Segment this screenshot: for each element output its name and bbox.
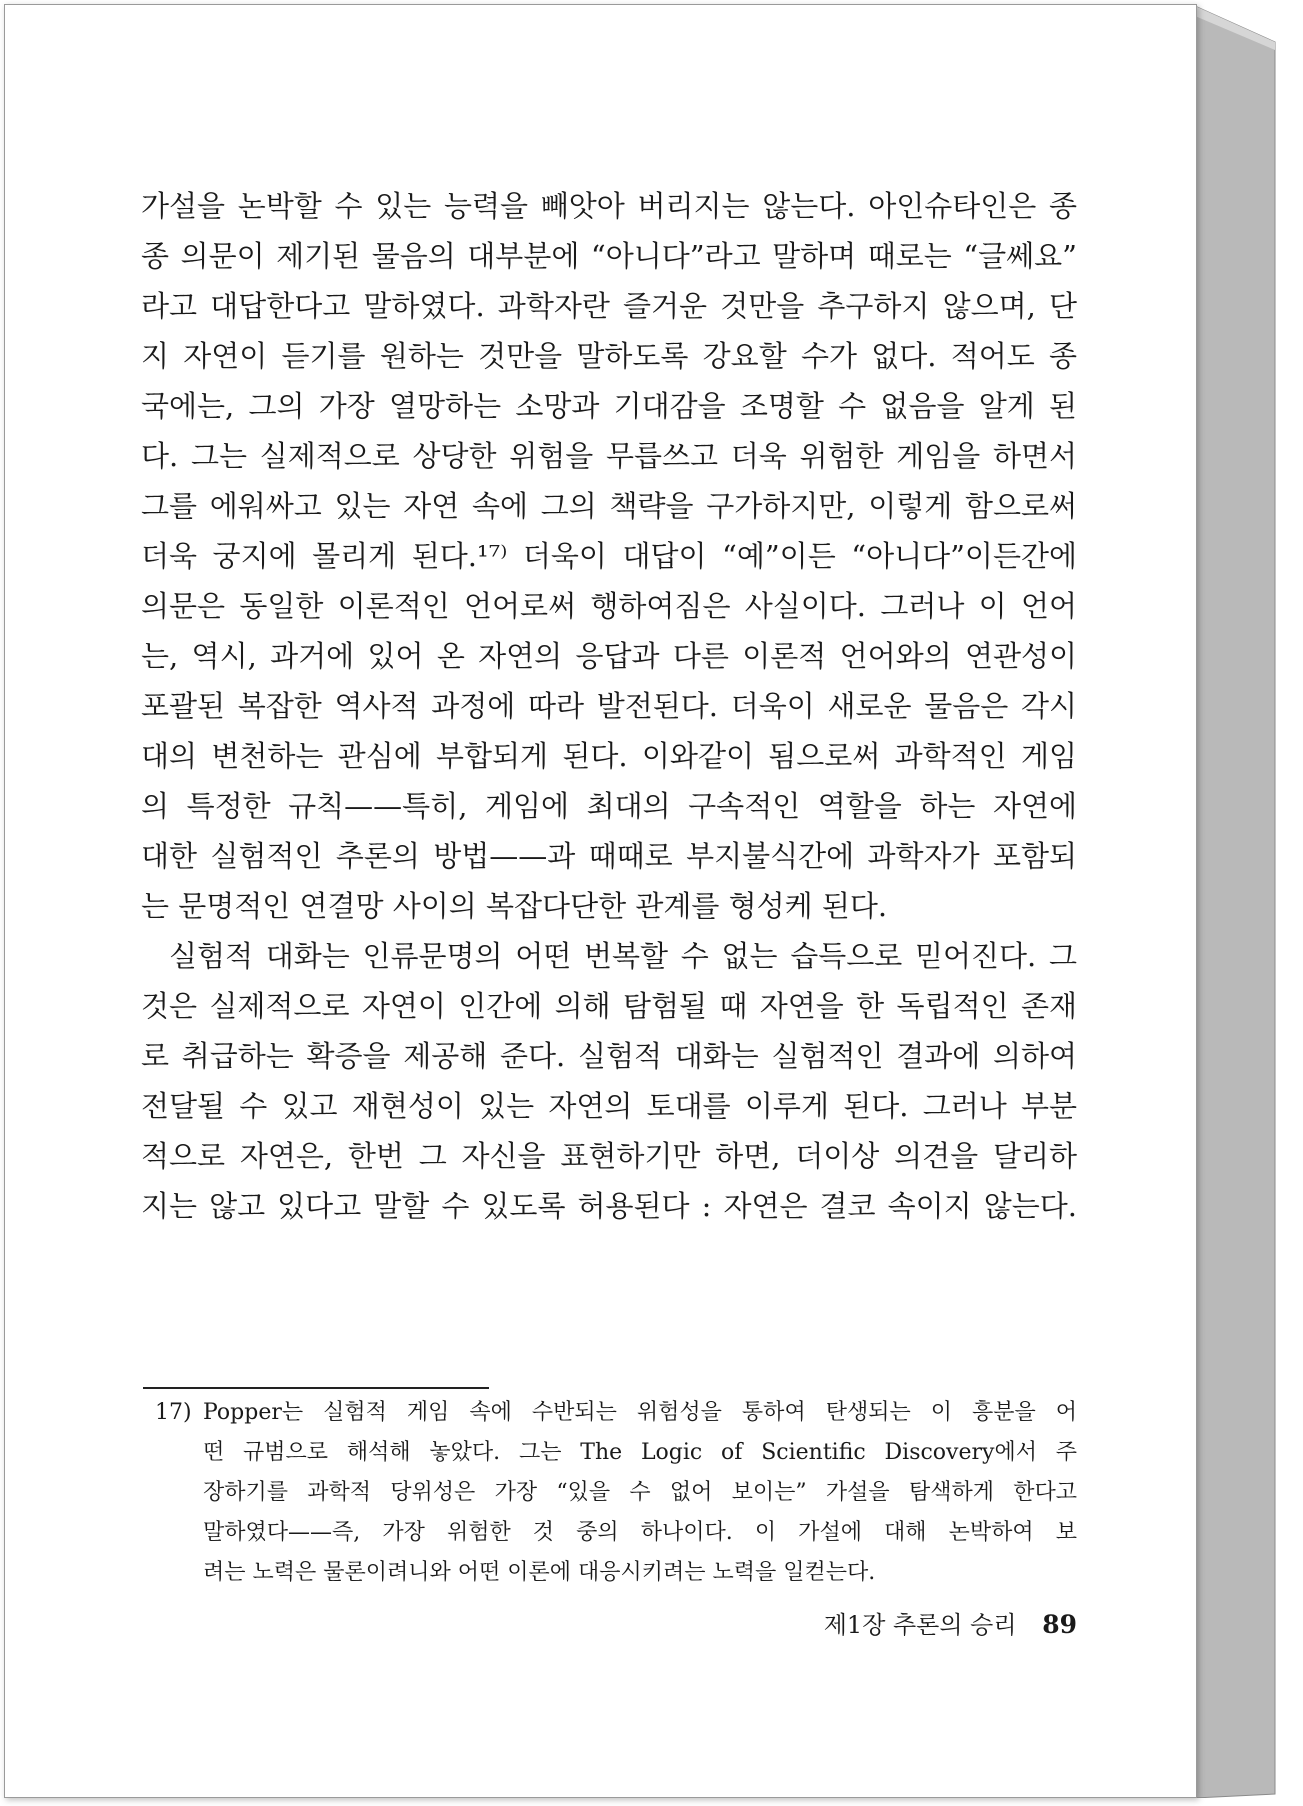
body-line: 라고 대답한다고 말하였다. 과학자란 즐거운 것만을 추구하지 않으며, 단 [141,289,1077,323]
body-line: 지 자연이 듣기를 원하는 것만을 말하도록 강요할 수가 없다. 적어도 종 [141,339,1077,373]
body-line: 다. 그는 실제적으로 상당한 위험을 무릅쓰고 더욱 위험한 게임을 하면서 [141,439,1077,473]
body-line: 지는 않고 있다고 말할 수 있도록 허용된다 : 자연은 결코 속이지 않는다. [141,1189,1077,1223]
footnote-line: 려는 노력은 물론이려니와 어떤 이론에 대응시키려는 노력을 일컫는다. [203,1560,876,1585]
book-page [4,4,1197,1798]
body-line: 가설을 논박할 수 있는 능력을 빼앗아 버리지는 않는다. 아인슈타인은 종 [141,189,1077,223]
body-line: 의 특정한 규칙——특히, 게임에 최대의 구속적인 역할을 하는 자연에 [141,789,1077,823]
footnote-text: Popper는 실험적 게임 속에 수반되는 위험성을 통하여 탄생되는 이 흥분을 어 [203,1400,1077,1425]
book-edge [1195,6,1285,1798]
footnote [155,1393,1077,1593]
page-number: 89 [1042,1610,1077,1639]
footnote-number: 17) [155,1400,192,1425]
chapter-title: 제1장 추론의 승리 [823,1611,1017,1639]
body-line: 것은 실제적으로 자연이 인간에 의해 탐험될 때 자연을 한 독립적인 존재 [141,989,1077,1023]
page-footer [765,1605,1077,1640]
footnote-divider [143,1387,489,1389]
body-line: 종 의문이 제기된 물음의 대부분에 “아니다”라고 말하며 때로는 “글쎄요” [141,239,1077,273]
body-text [141,181,1077,1231]
body-line: 적으로 자연은, 한번 그 자신을 표현하기만 하면, 더이상 의견을 달리하 [141,1139,1077,1173]
body-line: 는, 역시, 과거에 있어 온 자연의 응답과 다른 이론적 언어와의 연관성이 [141,639,1077,673]
body-line: 포괄된 복잡한 역사적 과정에 따라 발전된다. 더욱이 새로운 물음은 각시 [141,689,1077,723]
body-line: 전달될 수 있고 재현성이 있는 자연의 토대를 이루게 된다. 그러나 부분 [141,1089,1077,1123]
body-line: 로 취급하는 확증을 제공해 준다. 실험적 대화는 실험적인 결과에 의하여 [141,1039,1077,1073]
body-line: 국에는, 그의 가장 열망하는 소망과 기대감을 조명할 수 없음을 알게 된 [141,389,1077,423]
body-line: 실험적 대화는 인류문명의 어떤 번복할 수 없는 습득으로 믿어진다. 그 [169,939,1077,973]
body-line: 는 문명적인 연결망 사이의 복잡다단한 관계를 형성케 된다. [141,889,888,923]
footnote-line [155,1393,1077,1433]
footnote-line: 장하기를 과학적 당위성은 가장 “있을 수 없어 보이는” 가설을 탐색하게 한다고 [203,1480,1077,1505]
footnote-line: 말하였다——즉, 가장 위험한 것 중의 하나이다. 이 가설에 대해 논박하여 보 [203,1520,1077,1545]
body-line: 의문은 동일한 이론적인 언어로써 행하여짐은 사실이다. 그러나 이 언어 [141,589,1077,623]
body-line: 더욱 궁지에 몰리게 된다.¹⁷⁾ 더욱이 대답이 “예”이든 “아니다”이든간에 [141,539,1077,573]
body-line: 대한 실험적인 추론의 방법——과 때때로 부지불식간에 과학자가 포함되 [141,839,1077,873]
body-line: 대의 변천하는 관심에 부합되게 된다. 이와같이 됨으로써 과학적인 게임 [141,739,1077,773]
footnote-line: 떤 규범으로 해석해 놓았다. 그는 The Logic of Scientific Discovery에서 주 [203,1440,1077,1465]
body-line: 그를 에워싸고 있는 자연 속에 그의 책략을 구가하지만, 이렇게 함으로써 [141,489,1077,523]
